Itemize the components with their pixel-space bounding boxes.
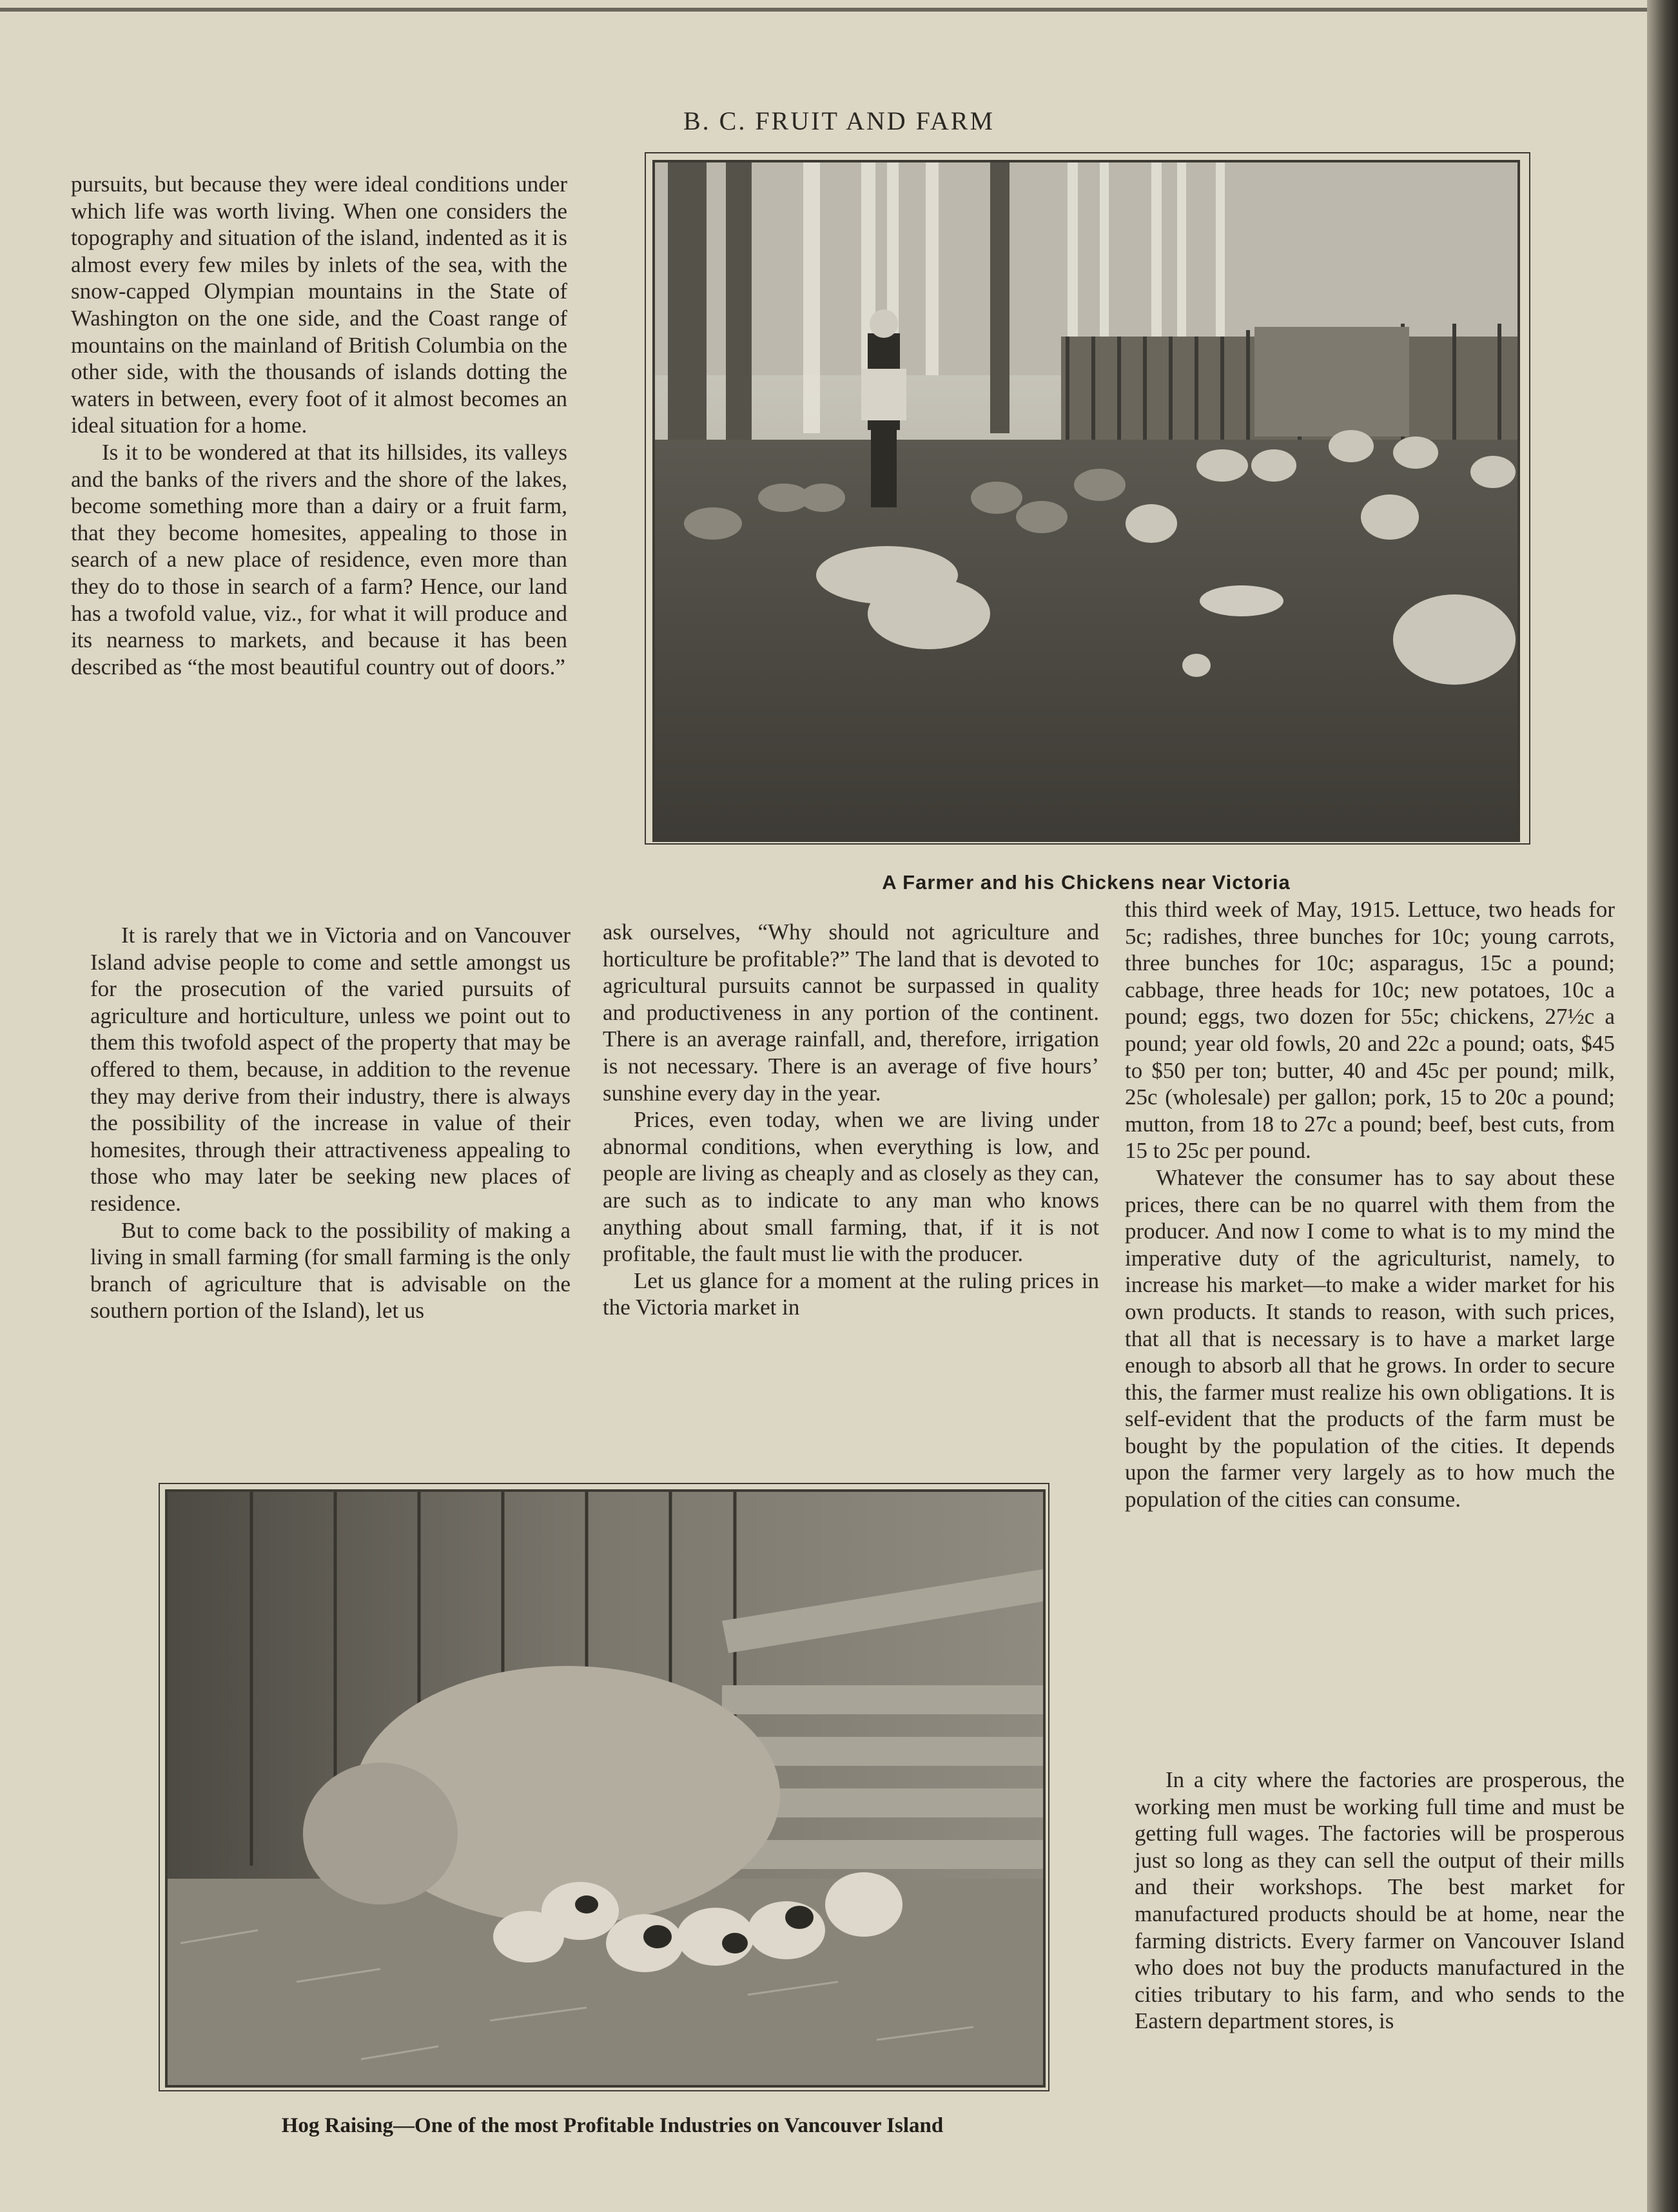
paragraph: But to come back to the possibility of making a living in small farming (for small farming is the only branch of agriculture that is advisable on the southern portion of the Island), let us [90, 1217, 571, 1324]
book-spine-shadow [1647, 0, 1678, 2212]
paragraph: Prices, even today, when we are living under abnormal conditions, when everything is low, and people are living as cheaply and as closely as they can, are such as to indicate to any man who knows anything about small farming, that, if it is not profitable, the fault must lie with the producer. [603, 1107, 1099, 1267]
column-right-top [1125, 896, 1615, 1513]
paragraph: Whatever the consumer has to say about these prices, there can be no quarrel with them from the producer. And now I come to what is to my mind the imperative duty of the agriculturist, namely, to increase his market—to make a wider market for his own products. It stands to reason, with such prices, that all that is necessary is to have a market large enough to absorb all that he grows. In order to secure this, the farmer must realize his own obligations. It is self-evident that the products of the farm must be bought by the population of the cities. It depends upon the farmer very largely as to how much the population of the cities can consume. [1125, 1164, 1615, 1512]
paragraph: It is rarely that we in Victoria and on Vancouver Island advise people to come and settle amongst us for the prosecution of the varied pursuits of agriculture and horticulture, unless we point out to them this twofold aspect of the property that may be offered to them, because, in addition to the revenue they may derive from their industry, there is always the possibility of the increase in value of their homesites, through their attractiveness appealing to those who may later be seeking new places of residence. [90, 923, 571, 1216]
chickens-photo-caption: A Farmer and his Chickens near Victoria [882, 871, 1291, 894]
hogs-photo-image [168, 1492, 1043, 2085]
chickens-photo-image [655, 162, 1517, 839]
paragraph: ask ourselves, “Why should not agriculture and horticulture be profitable?” The land that is devoted to agricultural pursuits cannot be surpassed in quality and productiveness in any portion of the continent. There is an average rainfall, and, therefore, irrigation is not necessary. There is an average of five hours’ sunshine every day in the year. [603, 919, 1099, 1106]
column-left-bottom [90, 922, 571, 1324]
column-right-bottom [1135, 1767, 1624, 2035]
paragraph: Is it to be wondered at that its hillsides, its valleys and the banks of the rivers and the shore of the lakes, become something more than a dairy or a fruit farm, that they become homesites, appealing to those in search of a new place of residence, even more than they do to those in search of a farm? Hence, our land has a twofold value, viz., for what it will produce and its nearness to markets, and because it has been described as “the most beautiful country out of doors.” [71, 439, 567, 680]
column-middle [603, 919, 1099, 1321]
paragraph: this third week of May, 1915. Lettuce, two heads for 5c; radishes, three bunches for 10c; young carrots, three bunches for 10c; asparagus, 15c a pound; cabbage, three heads for 10c; new potatoes, 10c a pound; eggs, two dozen for 55c; chickens, 27½c a pound; year old fowls, 20 and 22c a pound; oats, $45 to $50 per ton; butter, 40 and 45c per pound; milk, 25c (wholesale) per gallon; pork, 15 to 20c a pound; mutton, from 18 to 27c a pound; beef, best cuts, from 15 to 25c per pound. [1125, 897, 1615, 1164]
running-header: B. C. FRUIT AND FARM [683, 106, 995, 135]
paragraph: pursuits, but because they were ideal conditions under which life was worth living. When one considers the topography and situation of the island, indented as it is almost every few miles by inlets of the sea, with the snow-capped Olympian mountains in the State of Washington on the one side, and the Coast range of mountains on the mainland of British Columbia on the other side, with the thousands of islands dotting the waters in between, every foot of it almost becomes an ideal situation for a home. [71, 171, 567, 438]
hogs-photo [165, 1489, 1046, 2088]
paragraph: In a city where the factories are prosperous, the working men must be working full time and must be getting full wages. The factories will be prosperous just so long as they can sell the output of their mills and their workshops. The best market for manufactured products should be at home, near the farming districts. Every farmer on Vancouver Island who does not buy the products manufactured in the cities tributary to his farm, and who sends to the Eastern department stores, is [1135, 1767, 1624, 2034]
top-rule [0, 8, 1678, 12]
hogs-photo-caption: Hog Raising—One of the most Profitable Industries on Vancouver Island [281, 2114, 944, 2137]
chickens-photo [652, 160, 1520, 842]
column-left-top [71, 171, 567, 680]
paragraph: Let us glance for a moment at the ruling prices in the Victoria market in [603, 1267, 1099, 1320]
